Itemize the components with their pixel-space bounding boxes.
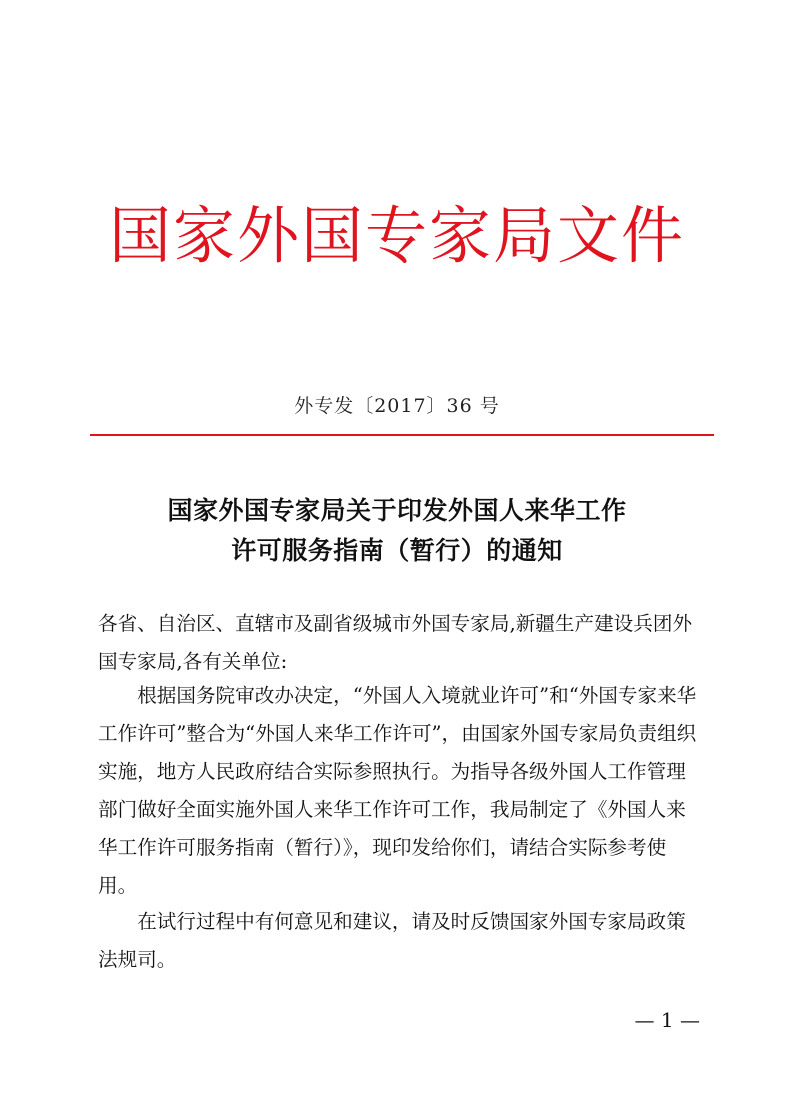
salutation: 各省、自治区、直辖市及副省级城市外国专家局,新疆生产建设兵团外国专家局,各有关单位: <box>98 612 693 673</box>
title-line-1: 国家外国专家局关于印发外国人来华工作 <box>167 496 627 525</box>
document-number: 外专发〔2017〕36 号 <box>294 395 500 417</box>
title-line-2: 许可服务指南（暂行）的通知 <box>231 536 563 565</box>
paragraph-2: 在试行过程中有何意见和建议，请及时反馈国家外国专家局政策法规司。 <box>98 910 686 971</box>
red-separator-line <box>90 434 714 436</box>
document-header: 国家外国专家局文件 <box>108 199 685 272</box>
paragraph-1: 根据国务院审改办决定，“外国人入境就业许可”和“外国专家来华工作许可”整合为“外国人来华工作许可”，由国家外国专家局负责组织实施，地方人民政府结合实际参照执行。为指导各级外国人工作管理部门做好全面实施外国人来华工作许可工作，我局制定了《外国人来华工作许可服务指南（暂行）》，现印发给你们，请结合实际参考使用。 <box>98 684 697 897</box>
page-number: — 1 — <box>634 1008 700 1032</box>
